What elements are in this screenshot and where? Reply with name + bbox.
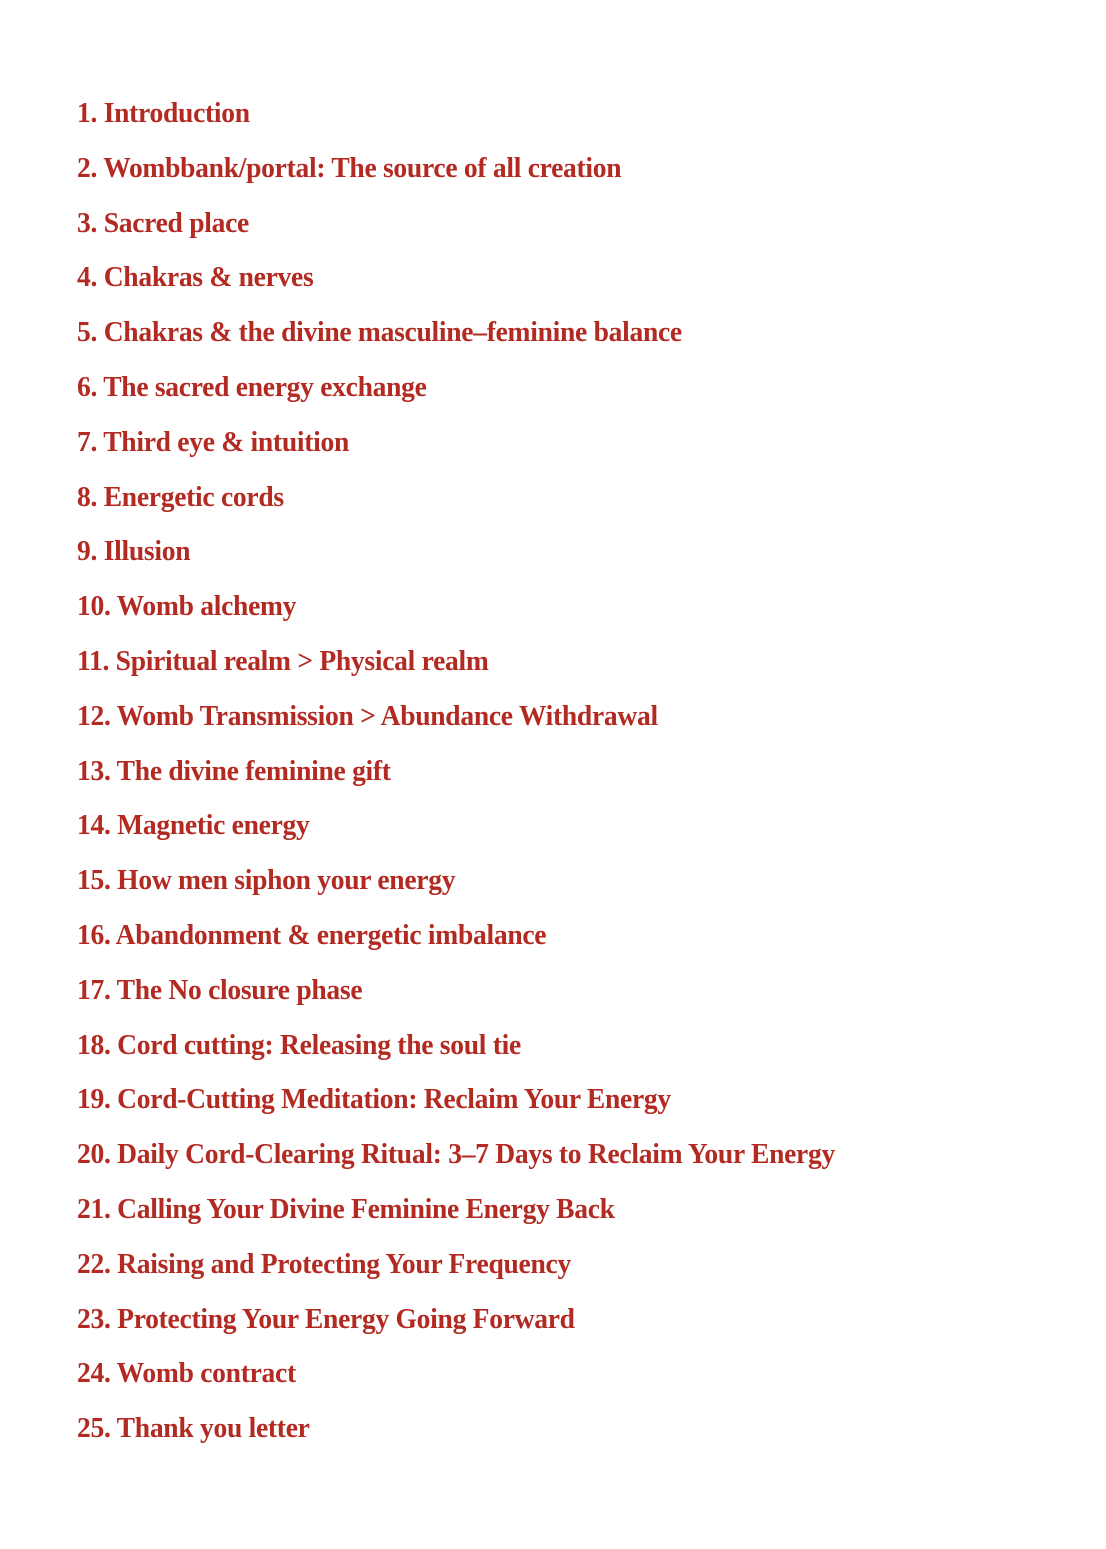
toc-item: 15. How men siphon your energy [77, 864, 456, 897]
toc-item: 3. Sacred place [77, 206, 249, 239]
table-of-contents [77, 99, 1066, 1443]
toc-item: 11. Spiritual realm > Physical realm [77, 644, 489, 677]
toc-item: 13. The divine feminine gift [77, 754, 391, 787]
toc-item: 8. Energetic cords [77, 480, 284, 513]
toc-item: 25. Thank you letter [77, 1412, 310, 1445]
toc-item: 17. The No closure phase [77, 973, 363, 1006]
toc-item: 19. Cord-Cutting Meditation: Reclaim Your Energy [77, 1083, 671, 1116]
toc-item: 21. Calling Your Divine Feminine Energy Back [77, 1192, 615, 1225]
toc-item: 18. Cord cutting: Releasing the soul tie [77, 1028, 521, 1061]
toc-item: 9. Illusion [77, 535, 191, 568]
toc-item: 1. Introduction [77, 97, 250, 129]
toc-item: 23. Protecting Your Energy Going Forward [77, 1302, 575, 1335]
toc-item: 20. Daily Cord-Clearing Ritual: 3–7 Days to Reclaim Your Energy [77, 1138, 835, 1171]
toc-item: 7. Third eye & intuition [77, 425, 350, 458]
toc-item: 24. Womb contract [77, 1357, 296, 1390]
toc-item: 16. Abandonment & energetic imbalance [77, 918, 547, 951]
toc-item: 6. The sacred energy exchange [77, 370, 427, 403]
toc-item: 2. Wombbank/portal: The source of all creation [77, 151, 622, 184]
toc-item: 5. Chakras & the divine masculine–feminine balance [77, 316, 682, 349]
toc-item: 4. Chakras & nerves [77, 261, 314, 294]
toc-item: 10. Womb alchemy [77, 590, 297, 623]
toc-item: 22. Raising and Protecting Your Frequency [77, 1247, 571, 1280]
toc-item: 14. Magnetic energy [77, 809, 310, 842]
toc-item: 12. Womb Transmission > Abundance Withdrawal [77, 699, 658, 732]
